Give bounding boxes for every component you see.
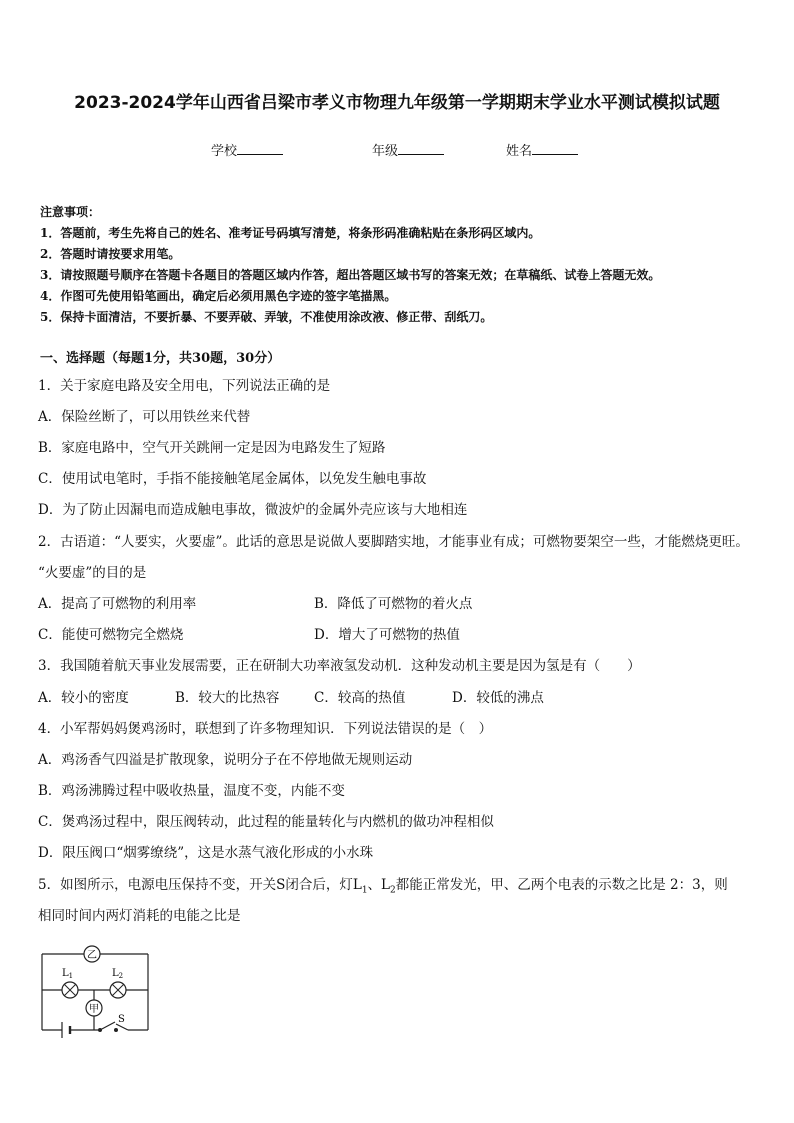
option: C．能使可燃物完全燃烧 (38, 627, 184, 643)
subscript: 1 (361, 885, 368, 896)
option: D．为了防止因漏电而造成触电事故，微波炉的金属外壳应该与大地相连 (38, 502, 468, 518)
option: D．较低的沸点 (452, 690, 544, 706)
switch-symbol (98, 1022, 118, 1032)
meter-jia-icon (86, 1000, 102, 1016)
option: C．煲鸡汤过程中，限压阀转动，此过程的能量转化与内燃机的做功冲程相似 (38, 814, 494, 830)
question-stem-continued: “火要虚”的目的是 (38, 565, 147, 581)
circuit-diagram (38, 938, 152, 1042)
section-heading: 一、选择题（每题1分，共30题，30分） (40, 351, 281, 366)
exam-title: 2023-2024学年山西省吕梁市孝义市物理九年级第一学期期末学业水平测试模拟试题 (74, 93, 720, 113)
lamp-l2-label: $L_2$ (112, 968, 124, 980)
name-blank (532, 142, 578, 155)
grade-blank (398, 142, 444, 155)
school-field (211, 140, 283, 159)
note-item: 3．请按照题号顺序在答题卡各题目的答题区域内作答，超出答题区域书写的答案无效；在草稿纸、试卷上答题无效。 (40, 268, 661, 282)
note-item: 2．答题时请按要求用笔。 (40, 247, 181, 261)
subscript: 2 (390, 885, 396, 896)
question-stem: 1．关于家庭电路及安全用电，下列说法正确的是 (38, 378, 331, 394)
question-stem-continued: 相同时间内两灯消耗的电能之比是 (38, 908, 241, 924)
meter-yi-label: 乙 (87, 950, 97, 961)
option: B．降低了可燃物的着火点 (314, 596, 473, 612)
lamp-l2-icon (110, 982, 126, 998)
note-item: 5．保持卡面清洁，不要折暴、不要弄破、弄皱，不准使用涂改液、修正带、刮纸刀。 (40, 310, 493, 324)
stem-part: 、L (367, 877, 391, 893)
option: A．较小的密度 (38, 690, 129, 706)
name-field (506, 140, 578, 159)
notes-heading: 注意事项： (40, 205, 101, 219)
meter-jia-label: 甲 (89, 1004, 99, 1015)
option: B．较大的比热容 (175, 690, 280, 706)
option: B．鸡汤沸腾过程中吸收热量，温度不变，内能不变 (38, 783, 345, 799)
stem-part: 5．如图所示，电源电压保持不变，开关S闭合后，灯L (38, 877, 362, 893)
grade-label: 年级 (372, 144, 399, 159)
question-stem: 4．小军帮妈妈煲鸡汤时，联想到了许多物理知识．下列说法错误的是（ ） (38, 721, 493, 737)
grade-field (372, 140, 444, 159)
battery-symbol (62, 1022, 70, 1038)
question-stem (38, 873, 728, 896)
option: C．使用试电笔时，手指不能接触笔尾金属体，以免发生触电事故 (38, 471, 427, 487)
school-label: 学校 (211, 144, 238, 159)
question-stem: 3．我国随着航天事业发展需要，正在研制大功率液氢发动机．这种发动机主要是因为氢是有（ ） (38, 658, 641, 674)
switch-label: S (118, 1014, 125, 1025)
meter-yi-icon (84, 946, 100, 962)
note-item: 4．作图可先使用铅笔画出，确定后必须用黑色字迹的签字笔描黑。 (40, 289, 397, 303)
name-label: 姓名 (506, 144, 533, 159)
lamp-l1-label: $L_1$ (62, 968, 74, 980)
school-blank (237, 142, 283, 155)
question-stem: 2．古语道：“人要实，火要虚”。此话的意思是说做人要脚踏实地，才能事业有成；可燃物要架空一些，才能燃烧更旺。 (38, 534, 749, 550)
option: A．提高了可燃物的利用率 (38, 596, 197, 612)
option: C．较高的热值 (314, 690, 406, 706)
option: D．增大了可燃物的热值 (314, 627, 460, 643)
option: A．保险丝断了，可以用铁丝来代替 (38, 409, 251, 425)
option: A．鸡汤香气四溢是扩散现象，说明分子在不停地做无规则运动 (38, 752, 413, 768)
lamp-l1-icon (62, 982, 78, 998)
option: D．限压阀口“烟雾缭绕”，这是水蒸气液化形成的小水珠 (38, 845, 374, 861)
stem-part: 都能正常发光，甲、乙两个电表的示数之比是 2：3，则 (395, 877, 728, 893)
note-item: 1．答题前，考生先将自己的姓名、准考证号码填写清楚，将条形码准确粘贴在条形码区域内。 (40, 226, 541, 240)
option: B．家庭电路中，空气开关跳闸一定是因为电路发生了短路 (38, 440, 386, 456)
